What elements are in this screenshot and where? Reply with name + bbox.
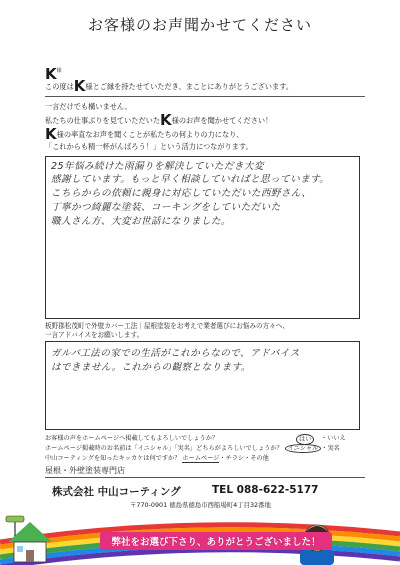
k-initial: K — [45, 65, 57, 83]
answer-flyer[interactable]: チラシ — [225, 455, 245, 462]
advice-prompt: 板野郡松茂町で外壁カバー工法｜屋根塗装をお考えで業者選びにお悩みの方々へ、 — [45, 322, 289, 330]
company-name: 株式会社 中山コーティング — [52, 486, 181, 498]
question-source: 中山コーティングを知ったキッカケは何ですか？ ホームページ・チラシ・その他 — [45, 455, 269, 462]
answer-initial[interactable]: イニシャル — [285, 444, 322, 453]
request-line-2 — [45, 111, 273, 129]
intro-body: 様とご縁を持たせていただき、まことにありがとうございます。 — [85, 82, 293, 91]
advice-prompt-2: 一言アドバイスをお願いします。 — [45, 331, 144, 339]
advice-box[interactable] — [45, 341, 360, 430]
company-tel: TEL 088-622-5177 — [212, 484, 319, 496]
k-suffix: 様 — [56, 68, 62, 74]
divider-top — [45, 96, 365, 97]
question-source-text: 中山コーティングを知ったキッカケは何ですか？ — [45, 455, 181, 462]
page-title: お客様のお声聞かせてください — [87, 16, 312, 34]
handwriting-line: はできません。これからの観察となります。 — [51, 362, 251, 373]
question-publish-text: お客様の声をホームページへ掲載してもよろしいでしょうか？ — [45, 435, 219, 442]
question-name-text: ホームページ掲載時のお名前は「イニシャル」「実名」どちらがよろしいでしょうか？ — [45, 445, 283, 452]
testimonial-box[interactable] — [45, 156, 360, 319]
answer-other[interactable]: その他 — [250, 455, 269, 462]
k-initial-inline: K — [73, 77, 86, 95]
request-line-2a: 私たちの仕事ぶりを見ていただいた — [45, 116, 161, 125]
intro-k-name — [45, 65, 62, 83]
company-address: 〒770-0901 徳島県徳島市西船場町4丁目32番地 — [130, 501, 271, 509]
answer-no-label: いいえ — [327, 435, 346, 442]
k-initial-line2: K — [160, 111, 172, 129]
answer-no[interactable]: ・いいえ — [321, 435, 346, 442]
request-line-3b: 様の率直なお声を聞くことが私たちの何よりの力になり、 — [56, 130, 244, 139]
handwriting-line: 25年悩み続けた雨漏りを解決していただき大変 — [51, 161, 264, 172]
answer-yes[interactable]: はい — [296, 434, 314, 445]
handwriting-line: ガルバ工法の家での生活がこれからなので、アドバイス — [51, 348, 300, 359]
handwriting-line: 丁寧かつ綺麗な塗装、コーキングをしていただいた — [51, 202, 281, 213]
question-name: ホームページ掲載時のお名前は「イニシャル」「実名」どちらがよろしいでしょうか？ イニシャル ・実名 — [45, 445, 340, 452]
divider-bottom — [45, 477, 365, 478]
thank-you-banner: 弊社をお選び下さり、ありがとうございました！ — [100, 532, 332, 550]
request-line-1: 一言だけでも構いません。 — [45, 102, 132, 111]
k-initial-line3: K — [45, 125, 57, 143]
intro-prefix: この度は — [45, 82, 74, 91]
company-tagline: 屋根・外壁塗装専門店 — [45, 466, 125, 475]
handwriting-line: 職人さん方、大変お世話になりました。 — [51, 216, 231, 227]
handwriting-line: 感謝しています。もっと早く相談していればと思っています。 — [51, 174, 330, 185]
answer-homepage[interactable]: ホームページ — [182, 455, 220, 462]
request-line-2b: 様のお声を聞かせてください！ — [171, 116, 273, 125]
answer-real-name[interactable]: 実名 — [327, 445, 340, 452]
question-publish — [45, 434, 346, 443]
handwriting-line: こちらからの依頼に親身に対応していただいた西野さん、 — [51, 188, 312, 199]
intro-line — [45, 77, 293, 95]
request-line-4: 「これからも精一杯がんばろう！」という活力につながります。 — [45, 142, 253, 151]
request-line-3 — [45, 125, 244, 143]
